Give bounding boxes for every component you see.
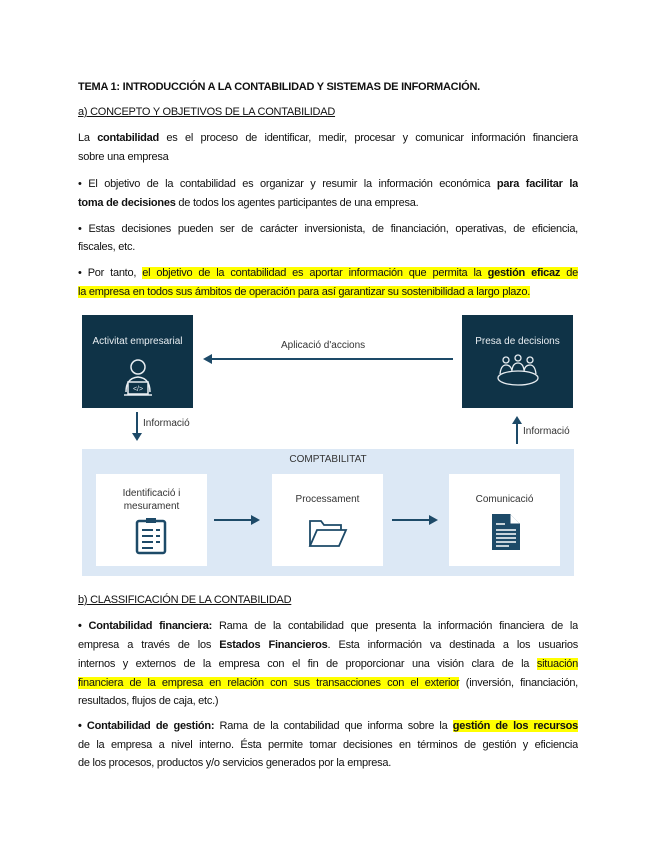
text: internos y externos de la empresa con el fin de proporcionar una visión clara de la <box>78 658 537 670</box>
bold-text: Estados Financieros <box>219 639 328 651</box>
box-label: Presa de decisions <box>475 336 560 347</box>
paragraph-line: de la empresa a nivel interno. Ésta permite tomar decisiones en términos de gestión y eficiencia <box>78 739 578 751</box>
highlighted-text: financiera de la empresa en relación con sus transacciones con el exterior <box>78 677 460 689</box>
text: • El objetivo de la contabilidad es organizar y resumir la información económica <box>78 178 497 190</box>
paragraph-line: • Estas decisiones pueden ser de carácter inversionista, de financiación, operativas, de eficiencia, <box>78 223 578 235</box>
paragraph-line: fiscales, etc. <box>78 241 136 253</box>
highlighted-text: la empresa en todos sus ámbitos de operación para así garantizar su sostenibilidad a largo plazo. <box>78 286 531 298</box>
paragraph-line <box>78 619 578 633</box>
arrow-right-icon <box>392 515 438 525</box>
box-label: Activitat empresarial <box>92 336 183 347</box>
group-title: COMPTABILITAT <box>289 454 367 465</box>
info-label-up: Informació <box>523 426 570 437</box>
arrow-down-icon <box>132 412 142 442</box>
step-identificacio <box>96 474 207 566</box>
bold-text: contabilidad <box>97 132 159 144</box>
text: Rama de la contabilidad que presenta la información financiera de la <box>212 620 578 632</box>
highlighted-text: situación <box>536 658 578 670</box>
checklist-icon <box>136 518 166 554</box>
paragraph-line <box>78 131 578 145</box>
paragraph-line: resultados, flujos de caja, etc.) <box>78 695 219 707</box>
text: Rama de la contabilidad que informa sobre la <box>214 720 453 732</box>
text: . Esta información va destinada a los usuarios <box>327 639 578 651</box>
highlighted-text: el objetivo de la contabilidad es aportar información que permita la <box>142 267 488 279</box>
step-label: Processament <box>295 494 360 505</box>
step-label: Identificació i mesurament <box>122 488 181 512</box>
text: de todos los agentes participantes de una empresa. <box>175 197 419 209</box>
section-b-heading: b) CLASSIFICACIÓN DE LA CONTABILIDAD <box>78 594 292 606</box>
highlighted-bold-text: gestión eficaz <box>487 267 561 279</box>
step-label: Comunicació <box>475 494 534 505</box>
arrow-left-icon <box>203 354 455 364</box>
paragraph-line <box>78 196 578 210</box>
highlighted-text: de <box>560 267 578 279</box>
svg-text:</>: </> <box>132 386 144 393</box>
bold-text: • Contabilidad de gestión: <box>78 720 215 732</box>
paragraph-line <box>78 177 578 191</box>
paragraph-line <box>78 676 578 690</box>
step-processament <box>272 474 383 566</box>
paragraph-line: sobre una empresa <box>78 151 169 163</box>
developer-icon <box>120 358 156 400</box>
step-comunicacio <box>449 474 560 566</box>
document-title: TEMA 1: INTRODUCCIÓN A LA CONTABILIDAD Y SISTEMAS DE INFORMACIÓN. <box>78 81 480 93</box>
paragraph-line <box>78 657 578 671</box>
arrow-label-aplicacio: Aplicació d'accions <box>281 340 366 351</box>
text: es el proceso de identificar, medir, procesar y comunicar información financiera <box>158 132 578 144</box>
box-activitat-empresarial <box>82 315 193 408</box>
text: empresa a través de los <box>78 639 220 651</box>
info-label-down: Informació <box>143 418 190 429</box>
paragraph-line: de los procesos, productos y/o servicios generados por la empresa. <box>78 757 392 769</box>
paragraph-line <box>78 719 578 733</box>
highlighted-bold-text: gestión de los recursos <box>452 720 578 732</box>
bold-text: • Contabilidad financiera: <box>78 620 213 632</box>
text: La <box>78 132 98 144</box>
arrow-up-icon <box>512 416 522 444</box>
folder-icon <box>309 519 347 547</box>
meeting-icon <box>496 352 540 388</box>
paragraph-line <box>78 638 578 652</box>
section-a-heading: a) CONCEPTO Y OBJETIVOS DE LA CONTABILIDAD <box>78 106 336 118</box>
text: (inversión, financiación, <box>459 677 578 689</box>
text: • Por tanto, <box>78 267 143 279</box>
paragraph-line <box>78 266 578 280</box>
arrow-right-icon <box>214 515 260 525</box>
box-presa-de-decisions <box>462 315 573 408</box>
paragraph-line <box>78 285 530 299</box>
bold-text: toma de decisiones <box>78 197 176 209</box>
document-icon <box>491 513 521 551</box>
bold-text: para facilitar la <box>496 178 578 190</box>
